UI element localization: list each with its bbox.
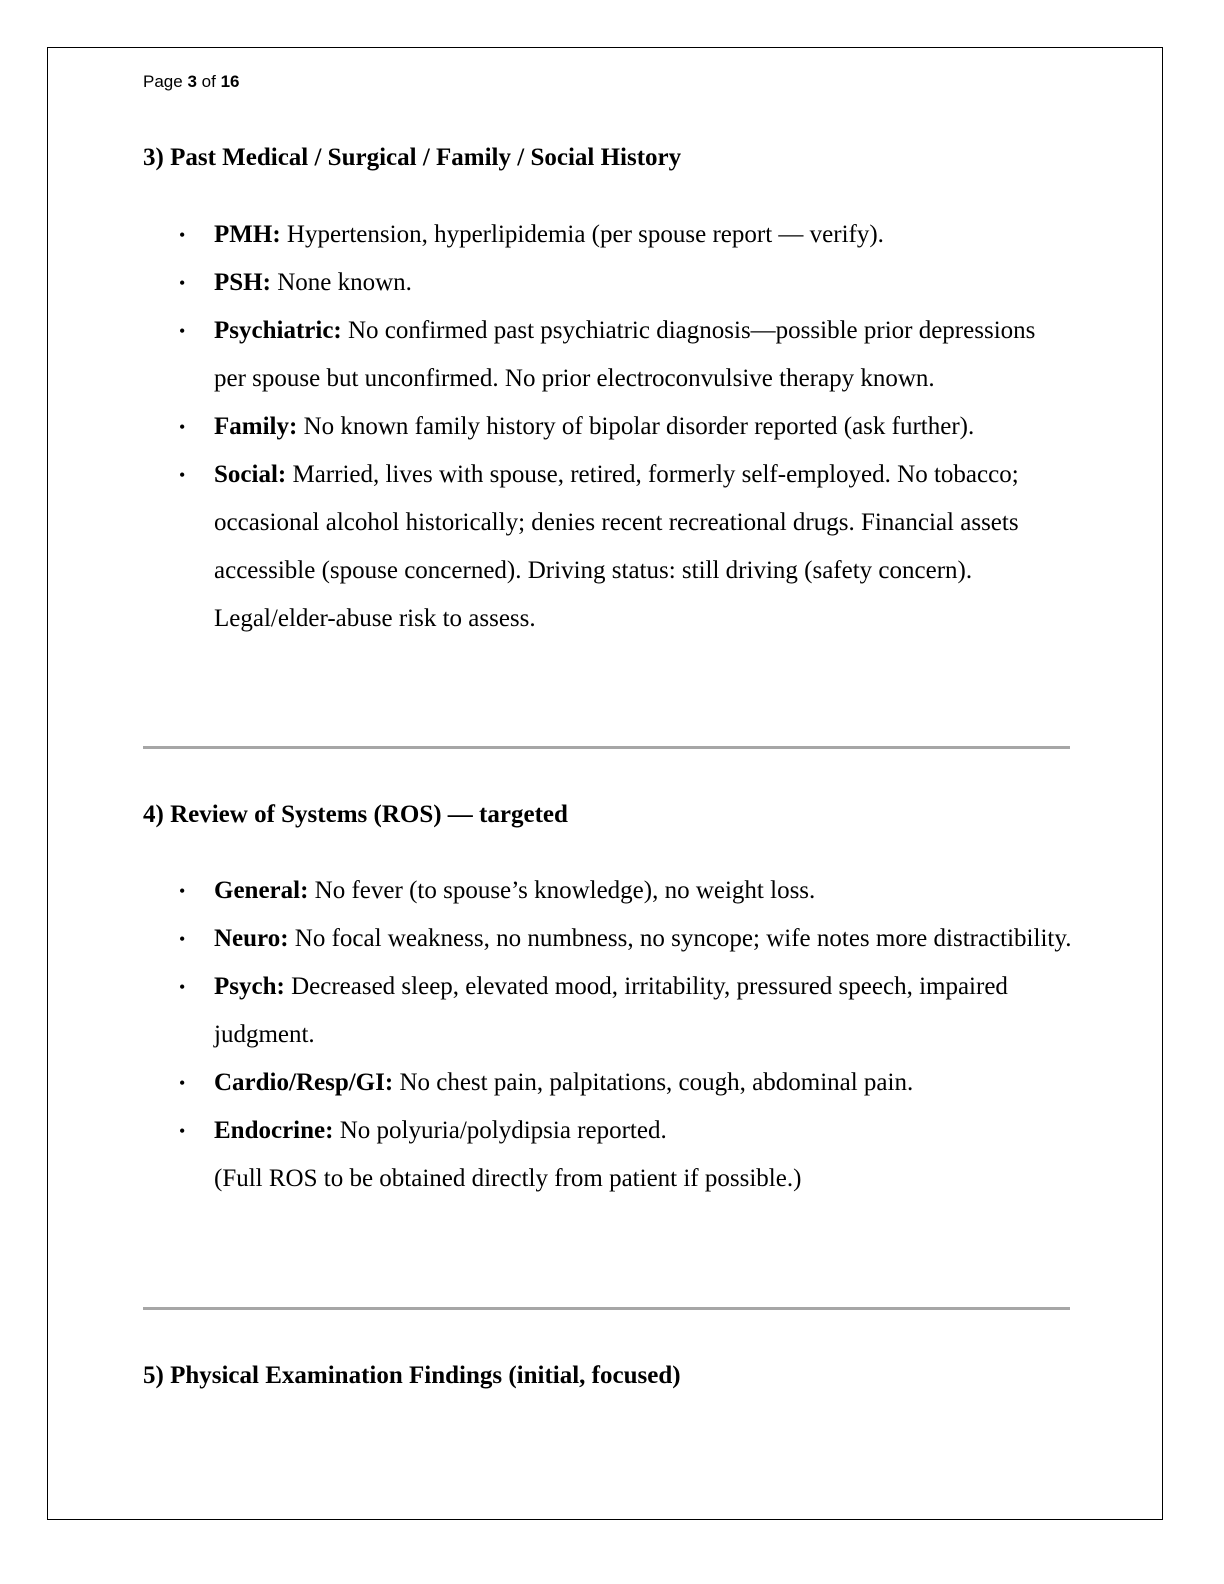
item-label: Neuro:: [214, 925, 289, 952]
item-label: PMH:: [214, 221, 281, 248]
list-item: [143, 211, 1073, 259]
item-text: No fever (to spouse’s knowledge), no weight loss.: [314, 877, 816, 904]
item-label: Endocrine:: [214, 1117, 334, 1144]
item-label: Cardio/Resp/GI:: [214, 1069, 394, 1096]
ros-note: (Full ROS to be obtained directly from patient if possible.): [214, 1165, 802, 1192]
item-label: Psychiatric:: [214, 317, 342, 344]
section-3-list: [143, 211, 1073, 643]
page-word: Page: [143, 72, 183, 91]
list-item: [143, 1059, 1073, 1107]
bullet-icon: •: [179, 225, 186, 245]
bullet-icon: •: [179, 881, 186, 901]
list-item: [143, 451, 1073, 643]
item-text: No polyuria/polydipsia reported.: [339, 1117, 667, 1144]
item-text: None known.: [277, 269, 412, 296]
list-item: [143, 1107, 1073, 1203]
section-divider: [143, 1307, 1070, 1310]
section-divider: [143, 746, 1070, 749]
item-label: PSH:: [214, 269, 271, 296]
bullet-icon: •: [179, 929, 186, 949]
bullet-icon: •: [179, 977, 186, 997]
item-label: Psych:: [214, 973, 285, 1000]
item-label: General:: [214, 877, 309, 904]
item-text: No confirmed past psychiatric diagnosis—possible prior depressions per spouse but unconfirmed. No prior electroconvulsive therapy known.: [214, 317, 1036, 392]
list-item: [143, 963, 1073, 1059]
section-3-title: 3) Past Medical / Surgical / Family / Social History: [143, 144, 682, 171]
list-item: [143, 307, 1073, 403]
item-text: No known family history of bipolar disorder reported (ask further).: [303, 413, 975, 440]
item-text: Decreased sleep, elevated mood, irritability, pressured speech, impaired judgment.: [214, 973, 1008, 1048]
item-text: Hypertension, hyperlipidemia (per spouse report — verify).: [286, 221, 884, 248]
page-of-word: of: [201, 72, 216, 91]
item-label: Family:: [214, 413, 298, 440]
bullet-icon: •: [179, 1073, 186, 1093]
bullet-icon: •: [179, 273, 186, 293]
item-text: No focal weakness, no numbness, no syncope; wife notes more distractibility.: [294, 925, 1072, 952]
list-item: [143, 403, 1073, 451]
item-text: Married, lives with spouse, retired, formerly self-employed. No tobacco; occasional alcohol historically; denies recent recreational drugs. Financial assets accessible (spouse concerned). Driving status: still driving (safety concern). Legal/elder-abuse risk to assess.: [214, 461, 1019, 632]
section-4-title: 4) Review of Systems (ROS) — targeted: [143, 801, 568, 828]
page-total: 16: [220, 72, 240, 91]
item-text: No chest pain, palpitations, cough, abdominal pain.: [399, 1069, 914, 1096]
section-5-title: 5) Physical Examination Findings (initial, focused): [143, 1362, 681, 1389]
list-item: [143, 259, 1073, 307]
item-label: Social:: [214, 461, 287, 488]
bullet-icon: •: [179, 465, 186, 485]
page-current: 3: [187, 72, 197, 91]
page-number-header: [143, 72, 239, 92]
section-4-list: [143, 867, 1073, 1203]
list-item: [143, 915, 1073, 963]
bullet-icon: •: [179, 321, 186, 341]
bullet-icon: •: [179, 1121, 186, 1141]
bullet-icon: •: [179, 417, 186, 437]
list-item: [143, 867, 1073, 915]
